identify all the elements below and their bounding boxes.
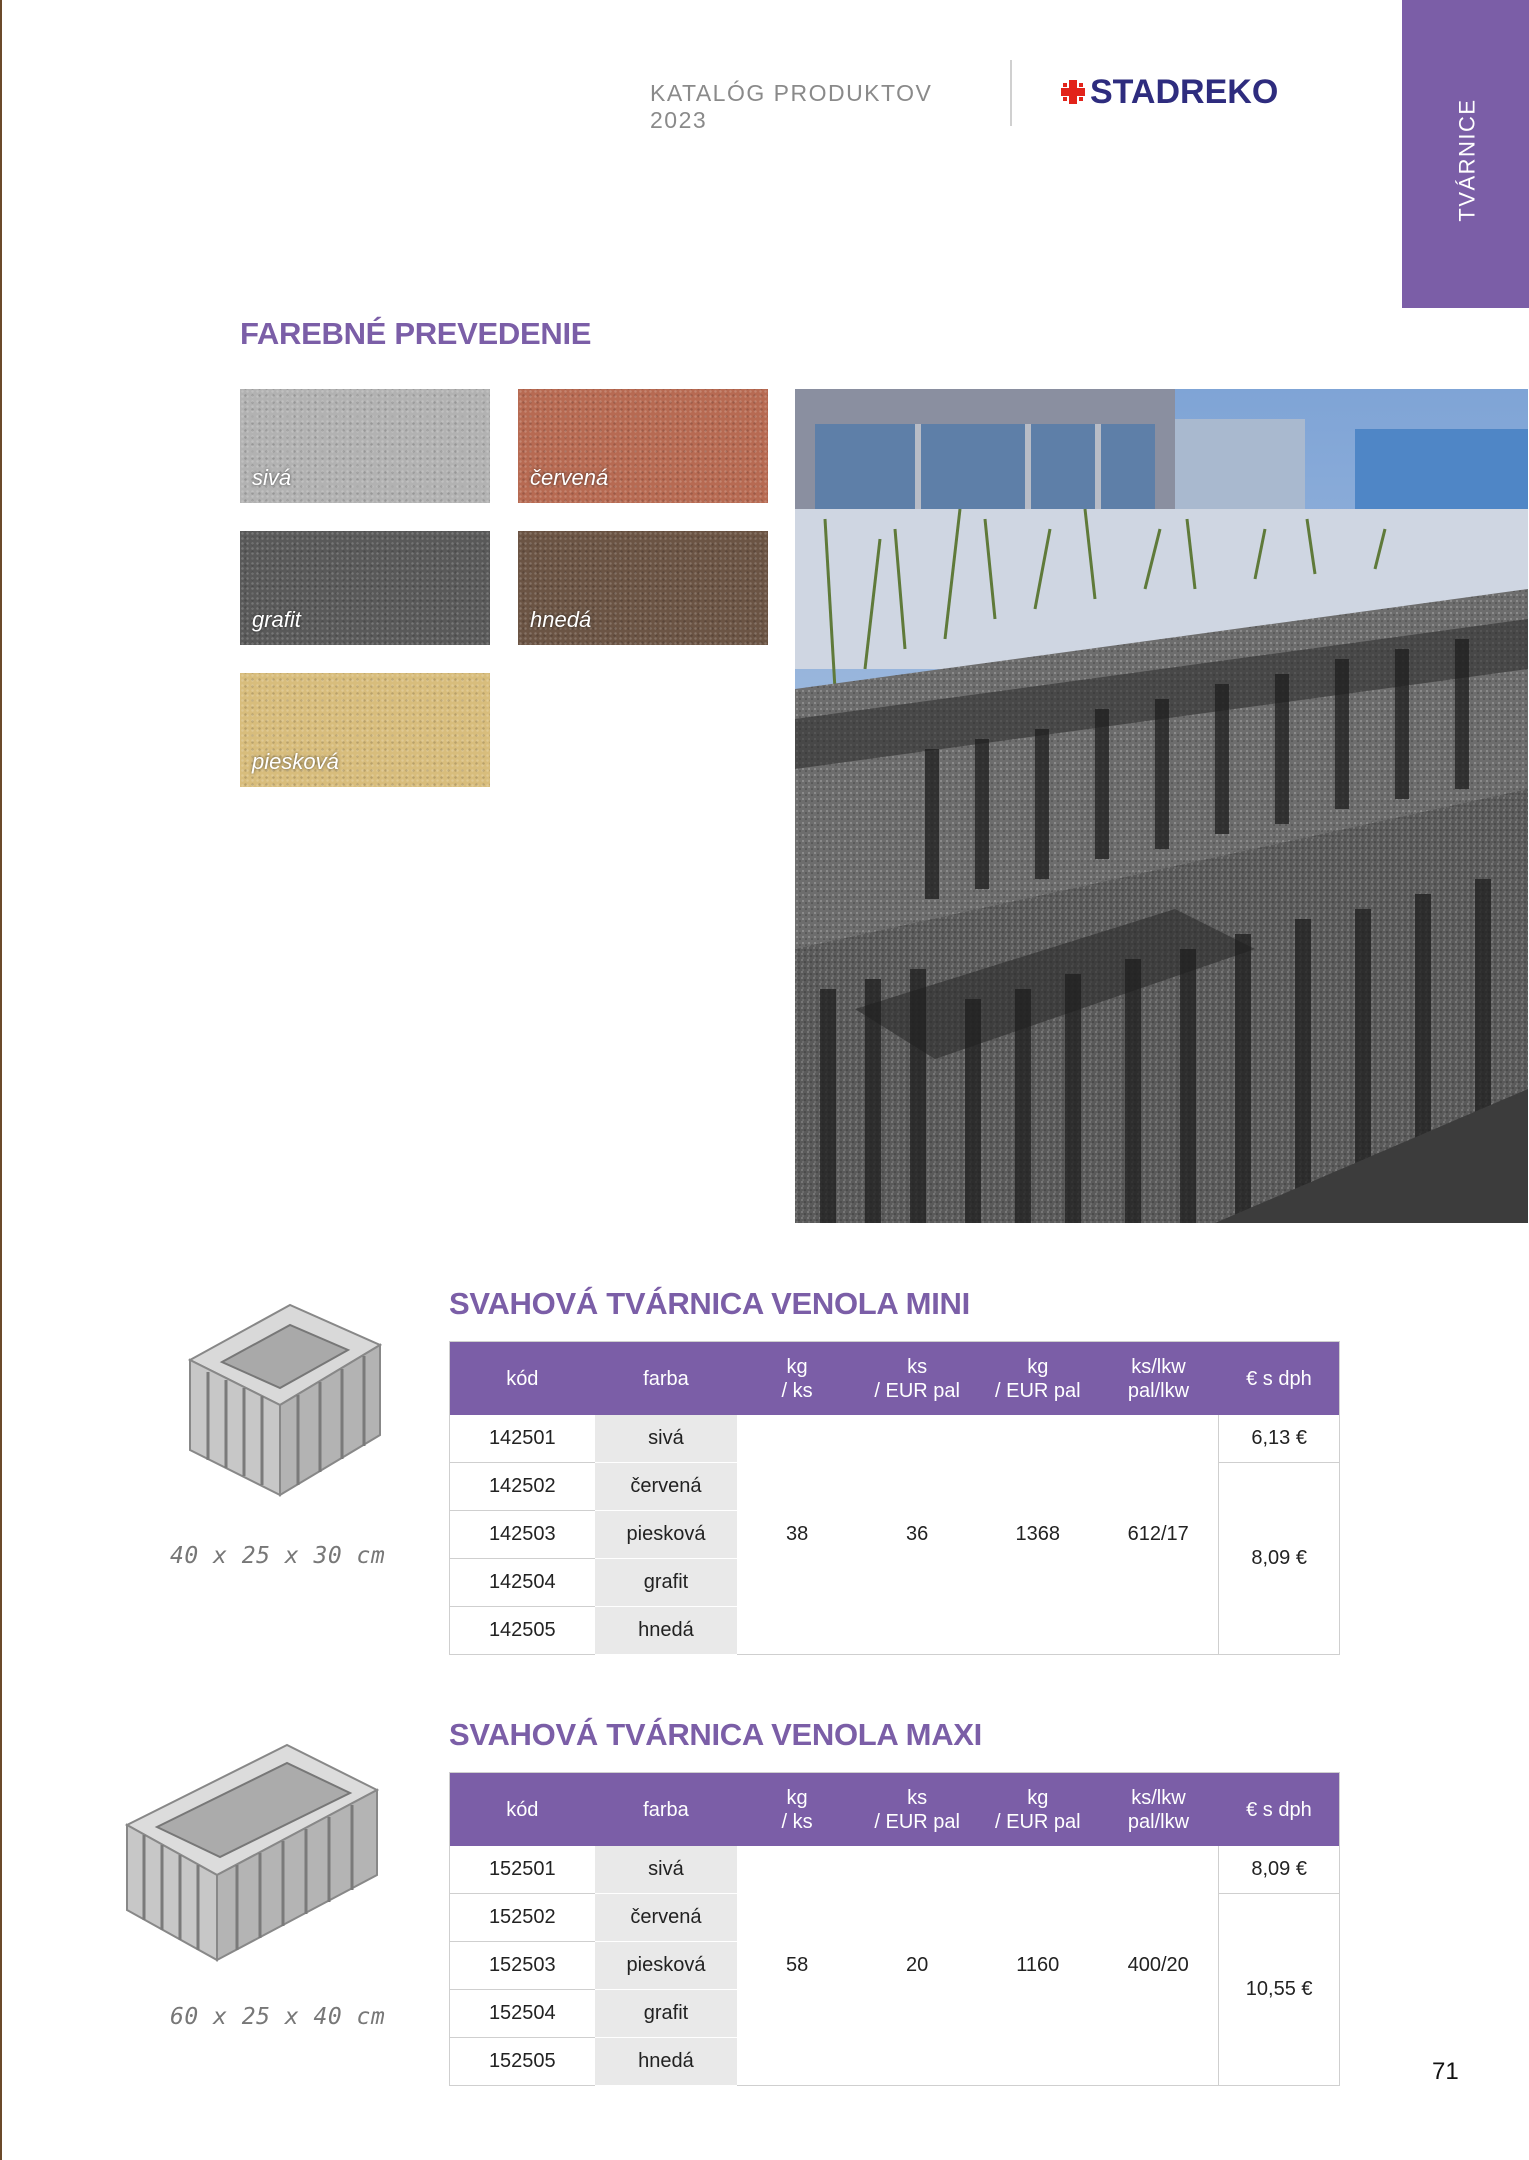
col-header-color: farba	[595, 1773, 738, 1847]
col-header-code: kód	[450, 1342, 595, 1416]
col-header-kg-eur-pal: kg / EUR pal	[977, 1342, 1098, 1416]
col-header-code: kód	[450, 1773, 595, 1847]
logo-text: STADREKO	[1090, 72, 1279, 111]
colors-section-title: FAREBNÉ PREVEDENIE	[240, 316, 592, 351]
swatch-label: piesková	[252, 749, 339, 774]
maxi-dimensions: 60 x 25 x 40 cm	[170, 2004, 386, 2030]
logo-mark-icon	[1060, 79, 1086, 105]
product-photo	[795, 389, 1528, 1223]
swatch-label: hnedá	[530, 607, 592, 632]
product-code: 142504	[450, 1559, 595, 1607]
product-code: 152502	[450, 1894, 595, 1942]
mini-dimensions: 40 x 25 x 30 cm	[170, 1543, 386, 1569]
stadreko-logo	[1060, 72, 1278, 112]
product-code: 152504	[450, 1990, 595, 2038]
product-title-mini: SVAHOVÁ TVÁRNICA VENOLA MINI	[449, 1286, 970, 1321]
product-color: červená	[595, 1463, 738, 1511]
col-header-ks-lkw: ks/lkw pal/lkw	[1098, 1342, 1219, 1416]
color-swatch	[240, 673, 490, 787]
table-row	[450, 1846, 1340, 1894]
color-swatch	[518, 531, 768, 645]
col-header-ks-eur-pal: ks / EUR pal	[857, 1342, 978, 1416]
product-color: piesková	[595, 1511, 738, 1559]
venola-mini-table	[449, 1341, 1340, 1655]
catalog-title: KATALÓG PRODUKTOV 2023	[650, 80, 933, 133]
swatch-label: sivá	[252, 465, 292, 490]
kg-per-piece: 38	[785, 1523, 809, 1545]
price-colored: 8,09 €	[1219, 1463, 1340, 1655]
col-header-color: farba	[595, 1342, 738, 1416]
product-color: hnedá	[595, 2038, 738, 2086]
product-color: sivá	[595, 1415, 738, 1463]
pieces-per-truck: 400/20	[1127, 1954, 1189, 1976]
venola-mini-image	[180, 1290, 390, 1509]
product-code: 142503	[450, 1511, 595, 1559]
product-color: grafit	[595, 1990, 738, 2038]
table-row	[450, 1415, 1340, 1463]
table-header-row	[450, 1342, 1340, 1416]
kg-per-pallet: 1368	[1015, 1523, 1061, 1545]
col-header-ks-eur-pal: ks / EUR pal	[857, 1773, 978, 1847]
product-code: 152501	[450, 1846, 595, 1894]
product-color: hnedá	[595, 1607, 738, 1655]
col-header-price: € s dph	[1219, 1342, 1340, 1416]
side-tab-label: TVÁRNICE	[1455, 98, 1480, 222]
price-colored: 10,55 €	[1219, 1894, 1340, 2086]
product-color: červená	[595, 1894, 738, 1942]
product-color: grafit	[595, 1559, 738, 1607]
pieces-per-truck: 612/17	[1127, 1523, 1189, 1545]
product-code: 142501	[450, 1415, 595, 1463]
table-header-row	[450, 1773, 1340, 1847]
product-title-maxi: SVAHOVÁ TVÁRNICA VENOLA MAXI	[449, 1717, 982, 1752]
kg-per-pallet: 1160	[1016, 1954, 1060, 1976]
col-header-price: € s dph	[1219, 1773, 1340, 1847]
product-code: 152505	[450, 2038, 595, 2086]
venola-maxi-table	[449, 1772, 1340, 2086]
product-code: 142505	[450, 1607, 595, 1655]
color-swatch	[240, 389, 490, 503]
col-header-kg-ks: kg / ks	[737, 1342, 857, 1416]
pieces-per-pallet: 36	[906, 1523, 929, 1545]
pieces-per-pallet: 20	[906, 1954, 929, 1976]
color-swatch	[240, 531, 490, 645]
header-divider	[1010, 60, 1012, 126]
price-grey: 8,09 €	[1219, 1846, 1340, 1894]
price-grey: 6,13 €	[1219, 1415, 1340, 1463]
col-header-kg-eur-pal: kg / EUR pal	[977, 1773, 1098, 1847]
col-header-kg-ks: kg / ks	[737, 1773, 857, 1847]
product-color: sivá	[595, 1846, 738, 1894]
swatch-label: červená	[530, 465, 609, 490]
swatch-label: grafit	[252, 607, 301, 632]
product-color: piesková	[595, 1942, 738, 1990]
product-code: 152503	[450, 1942, 595, 1990]
col-header-ks-lkw: ks/lkw pal/lkw	[1098, 1773, 1219, 1847]
page-number: 71	[1432, 2058, 1459, 2085]
color-swatch	[518, 389, 768, 503]
kg-per-piece: 58	[785, 1954, 809, 1976]
product-code: 142502	[450, 1463, 595, 1511]
side-tab-label-wrap	[1438, 100, 1498, 220]
page-edge-line	[0, 0, 2, 2160]
venola-maxi-image	[122, 1735, 387, 1969]
